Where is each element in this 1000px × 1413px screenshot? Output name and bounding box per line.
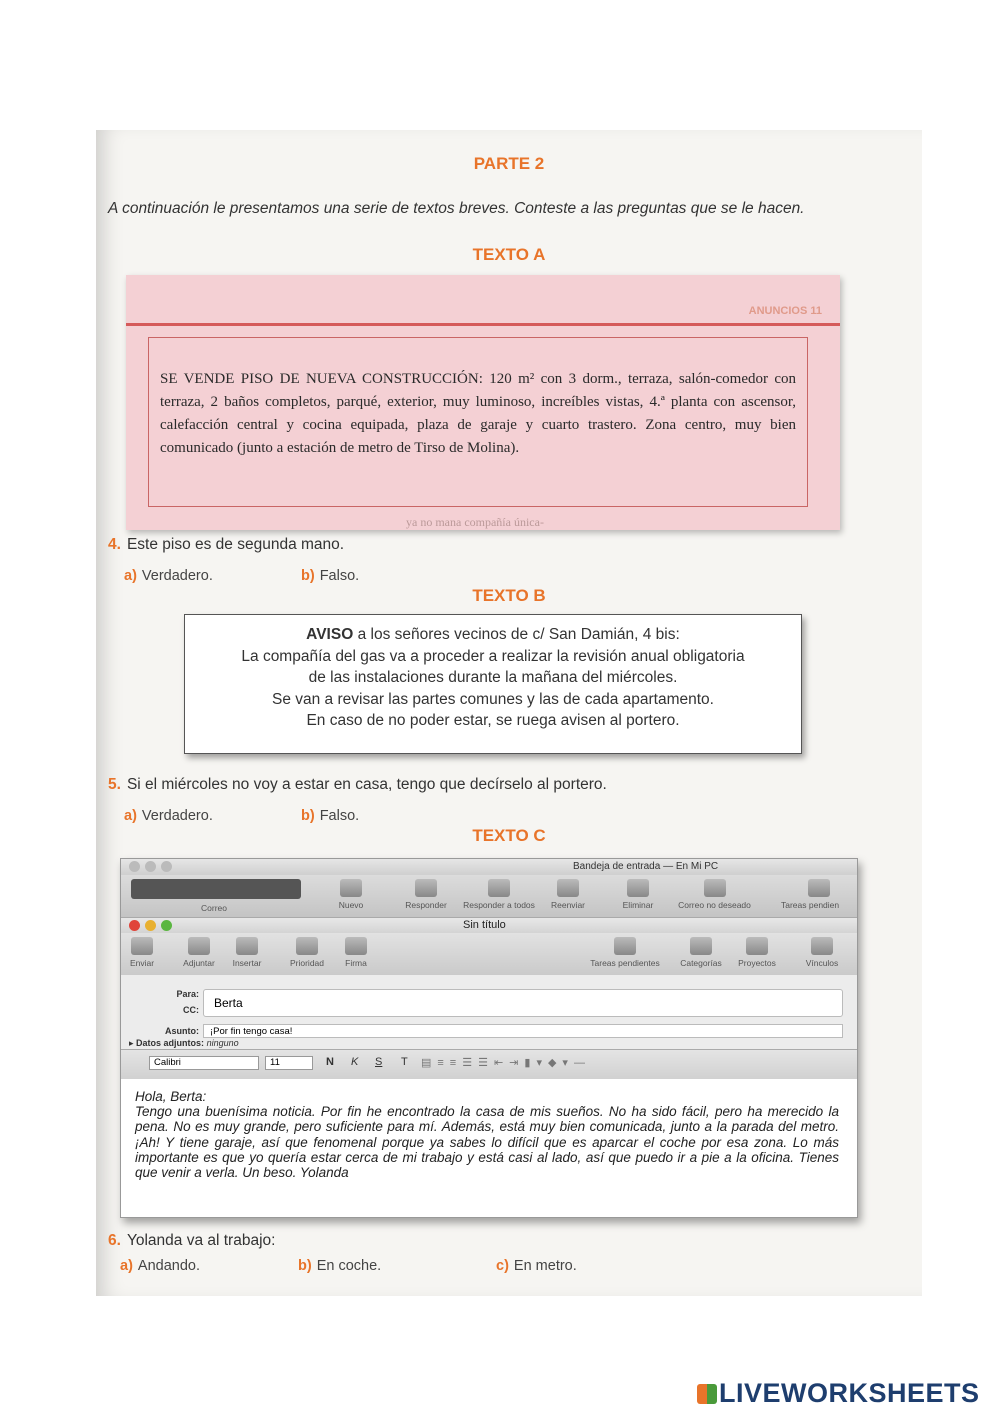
logo-text: LIVEWORKSHEETS: [719, 1378, 980, 1408]
toolbar-correo-no-deseado[interactable]: [667, 879, 762, 910]
toolbar-correo-no-deseado-label: Correo no deseado: [678, 900, 751, 910]
bold-button[interactable]: N: [326, 1056, 334, 1068]
q5-option-a[interactable]: [124, 808, 213, 824]
link-icon: [811, 937, 833, 955]
view-switcher[interactable]: [131, 879, 301, 899]
toolbar-proyectos[interactable]: [731, 937, 783, 968]
format-bar: [121, 1049, 857, 1080]
italic-button[interactable]: K: [351, 1056, 359, 1068]
question-5-number: 5.: [108, 776, 121, 793]
toolbar-responder-label: Responder: [405, 900, 447, 910]
forward-icon: [557, 879, 579, 897]
q4-option-a-label: Verdadero.: [141, 568, 213, 584]
to-field[interactable]: Berta: [203, 989, 843, 1017]
q5-option-b-letter: b): [301, 808, 315, 824]
q6-option-a-label: Andando.: [137, 1258, 200, 1274]
toolbar-reenviar[interactable]: [543, 879, 593, 910]
message-body[interactable]: [121, 1079, 857, 1217]
font-size-select[interactable]: 11: [265, 1056, 313, 1070]
notice-line-5: En caso de no poder estar, se ruega avisen al portero.: [306, 712, 680, 729]
q4-option-a[interactable]: [124, 568, 213, 584]
header-fields: [121, 975, 857, 1049]
attachments-row[interactable]: [129, 1038, 239, 1049]
toolbar-vinculos-label: Vínculos: [805, 958, 839, 968]
underline-button[interactable]: S: [375, 1056, 383, 1068]
question-5: [108, 776, 607, 794]
q4-option-b[interactable]: [301, 568, 359, 584]
q5-option-b[interactable]: [301, 808, 359, 824]
toolbar-prioridad-label: Prioridad: [289, 958, 325, 968]
font-select[interactable]: Calibri: [149, 1056, 259, 1070]
reply-all-icon: [488, 879, 510, 897]
q4-option-b-letter: b): [301, 568, 315, 584]
liveworksheets-logo: [697, 1378, 980, 1409]
q4-option-b-label: Falso.: [319, 568, 360, 584]
toolbar-eliminar[interactable]: [613, 879, 663, 910]
para-label: Para:: [176, 989, 199, 999]
worksheet-page: [96, 130, 922, 1296]
q6-option-a[interactable]: [120, 1258, 200, 1274]
reply-icon: [415, 879, 437, 897]
toolbar-nuevo[interactable]: [331, 879, 371, 910]
notice-line-4: Se van a revisar las partes comunes y las de cada apartamento.: [272, 690, 714, 708]
toolbar-eliminar-label: Eliminar: [622, 900, 654, 910]
notice-line-1-text: a los señores vecinos de c/ San Damián, 4 bis:: [357, 626, 680, 643]
ad-body: 120 m² con 3 dorm., terraza, salón-comedor con terraza, 2 baños completos, parqué, exterior, muy luminoso, increíbles vistas, 4.ª planta con ascensor, calefacción central y cocina equipada, plaza de garaje y cuarto trastero. Zona centro, muy bien comunicado (junto a estación de metro de Tirso de Molina).: [160, 371, 796, 456]
q5-option-a-label: Verdadero.: [141, 808, 213, 824]
toolbar-responder-todos-label: Responder a todos: [463, 900, 535, 910]
toolbar-enviar[interactable]: [127, 937, 157, 968]
compose-zoom-icon[interactable]: [161, 920, 172, 931]
toolbar-tareas-pendientes-label: Tareas pendientes: [590, 958, 660, 968]
parte-heading: PARTE 2: [473, 154, 545, 173]
toolbar-enviar-label: Enviar: [129, 958, 155, 968]
disclosure-triangle-icon: ▸: [129, 1038, 134, 1048]
compose-title-bar: [121, 917, 857, 934]
question-4-text: Este piso es de segunda mano.: [126, 536, 345, 553]
toolbar-categorias[interactable]: [673, 937, 729, 968]
junk-icon: [704, 879, 726, 897]
texto-a-heading: TEXTO A: [472, 245, 546, 264]
toolbar-insertar-label: Insertar: [232, 958, 262, 968]
toolbar-categorias-label: Categorías: [680, 958, 722, 968]
message-paragraph: Tengo una buenísima noticia. Por fin he encontrado la casa de mis sueños. No ha sido fácil, pero ha merecido la pena. No es muy grande, pero suficiente para mí. Además, está muy bien comunicada, junto a la parada del metro. ¡Ah! Y tiene garaje, así que fenomenal porque ya sabes lo difícil que es aparcar el coche por esa zona. Lo más importante es que yo quería estar cerca de mi trabajo y está casi al lado, así que puedo ir a pie a la oficina. Tienes que venir a verla. Un beso. Yolanda: [135, 1104, 839, 1181]
toolbar-correo[interactable]: Correo: [201, 903, 227, 913]
logo-mark-icon: [697, 1384, 717, 1404]
toolbar-reenviar-label: Reenviar: [550, 900, 586, 910]
q6-option-b-letter: b): [298, 1258, 312, 1274]
texto-b-notice: [184, 614, 802, 754]
projects-icon: [746, 937, 768, 955]
clipping-cut-text: ya no mana compañía única-: [406, 515, 544, 529]
priority-icon: [296, 937, 318, 955]
mail-window: [120, 858, 858, 1218]
paperclip-icon: [188, 937, 210, 955]
question-5-text: Si el miércoles no voy a estar en casa, tengo que decírselo al portero.: [126, 776, 607, 793]
zoom-dot-icon[interactable]: [161, 861, 172, 872]
q6-option-c-letter: c): [496, 1258, 509, 1274]
toolbar-adjuntar[interactable]: [177, 937, 221, 968]
toolbar-responder-todos[interactable]: [459, 879, 539, 910]
intro-text: A continuación le presentamos una serie de textos breves. Conteste a las preguntas que se le hacen.: [108, 200, 805, 217]
minimize-dot-icon[interactable]: [145, 861, 156, 872]
anuncios-tag: ANUNCIOS 11: [748, 305, 822, 317]
q5-option-a-letter: a): [124, 808, 137, 824]
toolbar-firma[interactable]: [339, 937, 373, 968]
signature-icon: [345, 937, 367, 955]
q4-option-a-letter: a): [124, 568, 137, 584]
q5-option-b-label: Falso.: [319, 808, 360, 824]
toolbar-nuevo-label: Nuevo: [338, 900, 364, 910]
send-icon: [131, 937, 153, 955]
main-toolbar: [121, 875, 857, 917]
trash-icon: [627, 879, 649, 897]
flag-icon: [614, 937, 636, 955]
compose-close-icon[interactable]: [129, 920, 140, 931]
aviso-word: AVISO: [306, 626, 354, 643]
q6-option-c[interactable]: [496, 1258, 577, 1274]
insert-icon: [236, 937, 258, 955]
toolbar-firma-label: Firma: [345, 958, 367, 968]
ad-title: SE VENDE PISO DE NUEVA CONSTRUCCIÓN:: [160, 371, 483, 387]
question-6-number: 6.: [108, 1232, 121, 1249]
question-4-number: 4.: [108, 536, 121, 553]
compose-title: Sin título: [463, 919, 506, 931]
toolbar-responder[interactable]: [396, 879, 456, 910]
q6-option-a-letter: a): [120, 1258, 133, 1274]
subject-field[interactable]: ¡Por fin tengo casa!: [203, 1024, 843, 1038]
notice-line-1: [185, 624, 801, 646]
new-message-icon: [340, 879, 362, 897]
mail-title-bar: [121, 859, 857, 875]
ad-text: [160, 368, 796, 460]
toolbar-tareas[interactable]: [781, 879, 857, 910]
adjuntos-value: ninguno: [206, 1038, 239, 1048]
message-greeting: Hola, Berta:: [135, 1089, 207, 1104]
question-6: [108, 1232, 275, 1250]
texto-b-heading: TEXTO B: [472, 586, 546, 605]
asunto-label: Asunto:: [165, 1026, 199, 1036]
toolbar-tareas-label: Tareas pendien: [781, 900, 840, 910]
message-text: [135, 1089, 839, 1180]
toolbar-adjuntar-label: Adjuntar: [183, 958, 215, 968]
q6-option-b-label: En coche.: [316, 1258, 382, 1274]
toolbar-prioridad[interactable]: [285, 937, 329, 968]
toolbar-insertar[interactable]: [227, 937, 267, 968]
texto-c-heading: TEXTO C: [472, 826, 546, 845]
question-6-text: Yolanda va al trabajo:: [126, 1232, 276, 1249]
strike-button[interactable]: T: [401, 1056, 408, 1068]
compose-minimize-icon[interactable]: [145, 920, 156, 931]
alignment-buttons[interactable]: ▤≡≡☰☰⇤⇥▮▾◆▾—: [421, 1057, 591, 1069]
toolbar-proyectos-label: Proyectos: [738, 958, 776, 968]
notice-line-2: La compañía del gas va a proceder a realizar la revisión anual obligatoria: [241, 647, 745, 665]
question-4: [108, 536, 344, 554]
cc-label: CC:: [183, 1005, 199, 1015]
texto-a-clipping: [126, 275, 840, 530]
mail-window-title: Bandeja de entrada — En Mi PC: [573, 861, 719, 872]
flag-icon: [808, 879, 830, 897]
notice-line-3: de las instalaciones durante la mañana del miércoles.: [308, 669, 678, 686]
q6-option-b[interactable]: [298, 1258, 381, 1274]
adjuntos-label: Datos adjuntos:: [136, 1038, 205, 1048]
toolbar-vinculos[interactable]: [797, 937, 847, 968]
clipping-rule: [126, 323, 840, 326]
close-dot-icon[interactable]: [129, 861, 140, 872]
toolbar-tareas-pendientes[interactable]: [577, 937, 673, 968]
compose-toolbar: [121, 933, 857, 975]
q6-option-c-label: En metro.: [513, 1258, 577, 1274]
categories-icon: [690, 937, 712, 955]
